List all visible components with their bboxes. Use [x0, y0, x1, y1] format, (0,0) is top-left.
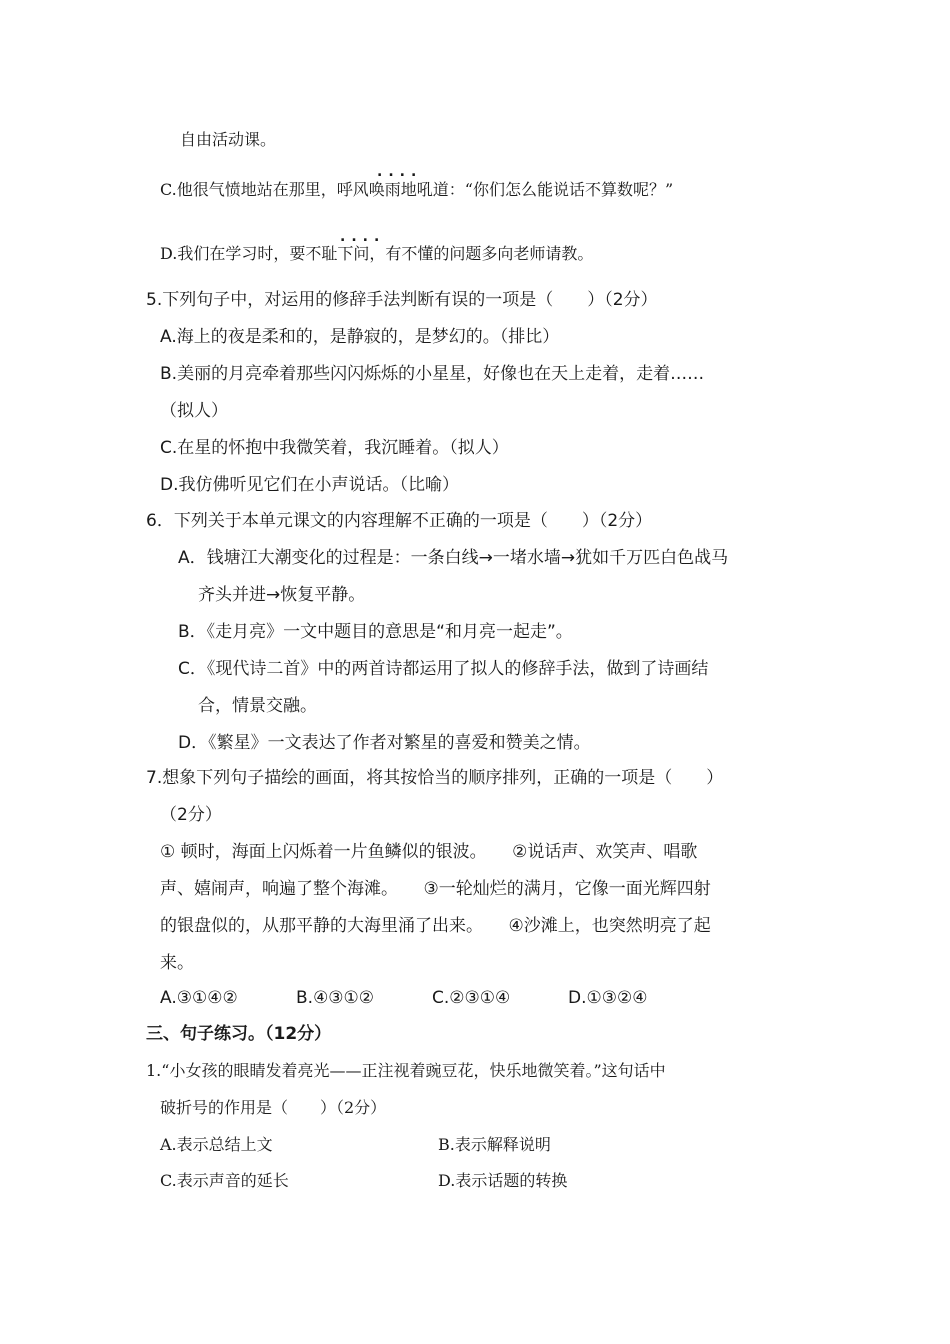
q6-stem: 6．下列关于本单元课文的内容理解不正确的一项是（ ）（2分）	[146, 511, 653, 531]
q6-option-a-line2: 齐头并进→恢复平静。	[198, 585, 366, 605]
s3-q1-stem-line2: 破折号的作用是（ ）（2分）	[160, 1098, 387, 1117]
q7-points: （2分）	[160, 805, 222, 825]
q7-option-d: D.①③②④	[568, 988, 648, 1008]
q5-option-c: C.在星的怀抱中我微笑着，我沉睡着。（拟人）	[160, 438, 509, 458]
q5-option-a: A.海上的夜是柔和的，是静寂的，是梦幻的。（排比）	[160, 327, 560, 347]
q5-option-b-tag: （拟人）	[160, 401, 228, 421]
q7-passage-line1: ① 顿时，海面上闪烁着一片鱼鳞似的银波。 ②说话声、欢笑声、唱歌	[160, 842, 698, 862]
q5-option-d: D.我仿佛听见它们在小声说话。（比喻）	[160, 475, 459, 495]
s3-q1-option-a: A.表示总结上文	[160, 1135, 273, 1154]
s3-q1-option-c: C.表示声音的延长	[160, 1171, 289, 1190]
q6-option-b: B．《走月亮》一文中题目的意思是“和月亮一起走”。	[178, 622, 573, 642]
s3-q1-option-d: D.表示话题的转换	[438, 1171, 568, 1190]
s3-q1-option-b: B.表示解释说明	[438, 1135, 551, 1154]
q6-option-d: D．《繁星》一文表达了作者对繁星的喜爱和赞美之情。	[178, 733, 591, 753]
q4-option-d: D.我们在学习时，要不耻下问，有不懂的问题多向老师请教。	[160, 244, 594, 263]
q6-option-c-line1: C．《现代诗二首》中的两首诗都运用了拟人的修辞手法，做到了诗画结	[178, 659, 709, 679]
section-3-title: 三、句子练习。（12分）	[146, 1024, 332, 1044]
s3-q1-stem-line1: 1.“小女孩的眼睛发着亮光——正注视着豌豆花，快乐地微笑着。”这句话中	[146, 1061, 666, 1080]
emphasis-dots-c: ....	[377, 164, 423, 180]
q4-option-c: C.他很气愤地站在那里，呼风唤雨地吼道：“你们怎么能说话不算数呢？”	[160, 180, 674, 199]
q6-option-a-line1: A．钱塘江大潮变化的过程是：一条白线→一堵水墙→犹如千万匹白色战马	[178, 548, 729, 568]
q7-option-c: C.②③①④	[432, 988, 511, 1008]
q5-option-b: B.美丽的月亮牵着那些闪闪烁烁的小星星，好像也在天上走着，走着……	[160, 364, 705, 384]
q7-passage-line2: 声、嬉闹声，响遍了整个海滩。 ③一轮灿烂的满月，它像一面光辉四射	[160, 879, 711, 899]
q7-option-b: B.④③①②	[296, 988, 375, 1008]
q6-option-c-line2: 合，情景交融。	[198, 696, 317, 716]
q7-stem: 7.想象下列句子描绘的画面，将其按恰当的顺序排列，正确的一项是（ ）	[146, 768, 724, 788]
q7-passage-line3: 的银盘似的，从那平静的大海里涌了出来。 ④沙滩上，也突然明亮了起	[160, 916, 711, 936]
q5-stem: 5.下列句子中，对运用的修辞手法判断有误的一项是（ ）（2分）	[146, 290, 658, 310]
q7-passage-line4: 来。	[160, 953, 194, 973]
emphasis-dots-d: ....	[340, 229, 386, 245]
q4-option-b-continuation: 自由活动课。	[180, 130, 277, 149]
q7-option-a: A.③①④②	[160, 988, 238, 1008]
